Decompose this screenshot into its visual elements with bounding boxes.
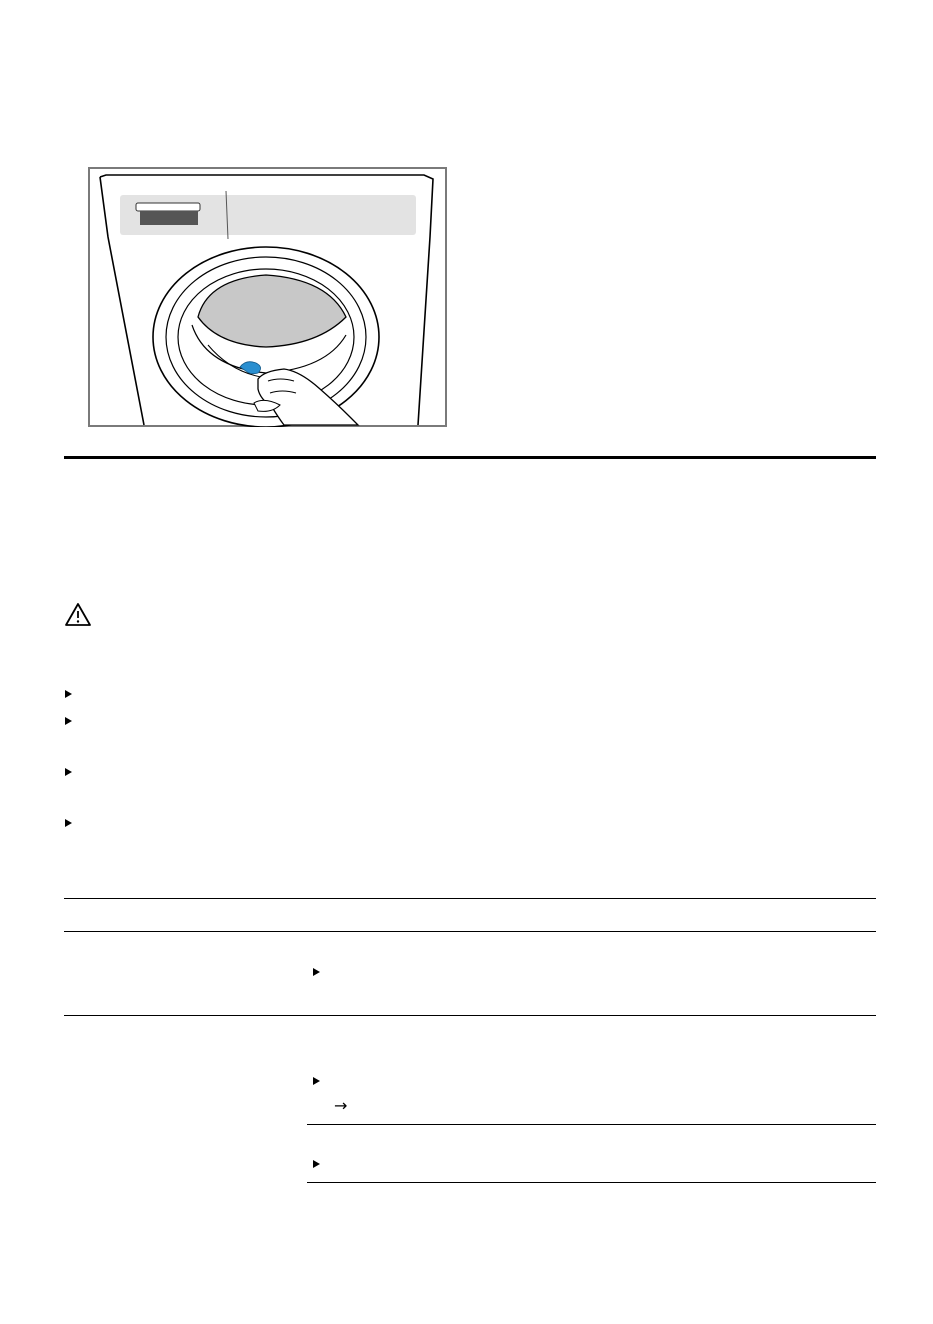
section-divider-thick <box>64 456 876 459</box>
table-bullet-icon <box>313 968 320 976</box>
list-bullet-icon <box>65 768 72 776</box>
washing-machine-illustration <box>88 167 447 427</box>
table-top-rule <box>64 898 876 899</box>
table-bullet-icon <box>313 1160 320 1168</box>
table-subrow-rule <box>307 1124 876 1125</box>
list-bullet-icon <box>65 819 72 827</box>
warning-triangle-icon <box>64 602 92 628</box>
list-bullet-icon <box>65 690 72 698</box>
table-bottom-rule <box>307 1182 876 1183</box>
result-arrow: → <box>334 1096 348 1115</box>
table-header-rule <box>64 931 876 932</box>
table-bullet-icon <box>313 1077 320 1085</box>
washing-machine-drawing <box>88 167 447 427</box>
table-row-rule <box>64 1015 876 1016</box>
list-bullet-icon <box>65 717 72 725</box>
